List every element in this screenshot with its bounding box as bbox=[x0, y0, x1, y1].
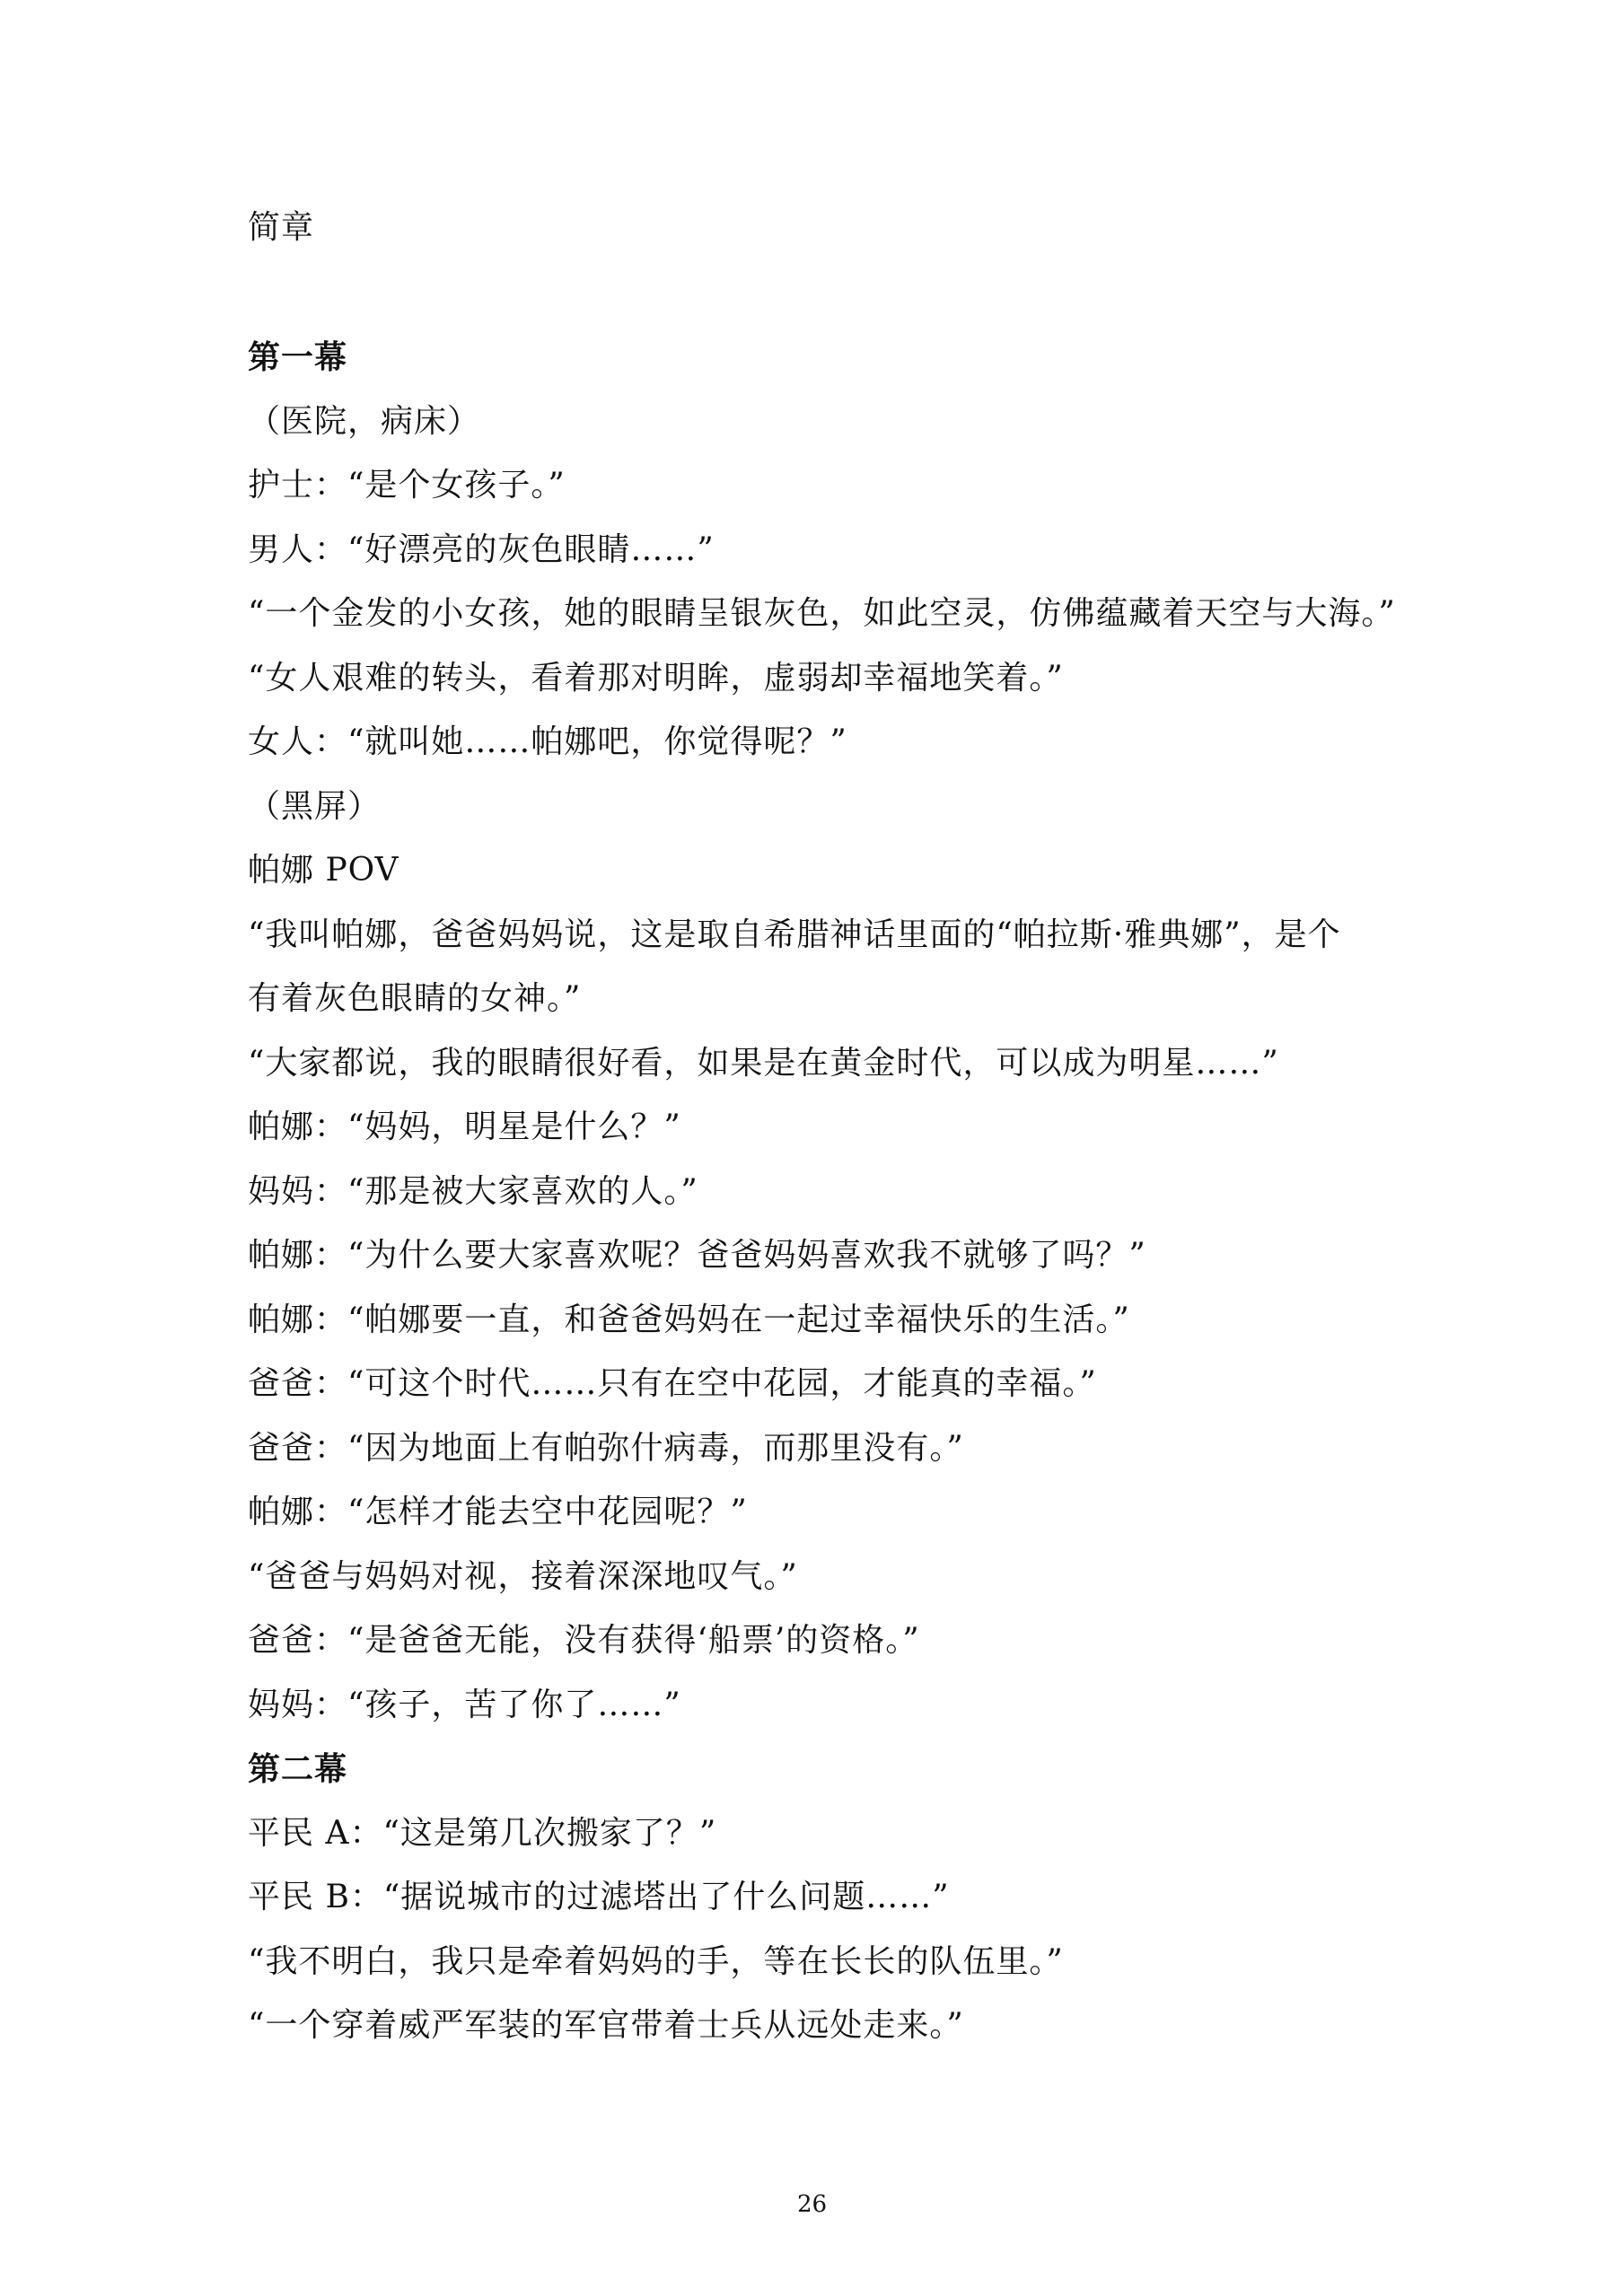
script-line: 平民 A：“这是第几次搬家了？” bbox=[248, 1815, 717, 1852]
script-line: “女人艰难的转头，看着那对明眸，虚弱却幸福地笑着。” bbox=[248, 660, 1064, 697]
document-label: 简章 bbox=[248, 209, 315, 246]
script-line: “一个金发的小女孩，她的眼睛呈银灰色，如此空灵，仿佛蕴藏着天空与大海。” bbox=[248, 595, 1396, 632]
script-line: “爸爸与妈妈对视，接着深深地叹气。” bbox=[248, 1558, 798, 1595]
script-line: 妈妈：“孩子，苦了你了……” bbox=[248, 1687, 681, 1723]
script-line: 帕娜：“为什么要大家喜欢呢？爸爸妈妈喜欢我不就够了吗？” bbox=[248, 1237, 1146, 1274]
script-line: 男人：“好漂亮的灰色眼睛……” bbox=[248, 531, 715, 568]
script-line: 帕娜：“怎样才能去空中花园呢？” bbox=[248, 1494, 748, 1530]
script-line: 有着灰色眼睛的女神。” bbox=[248, 980, 582, 1017]
act-one-heading: 第一幕 bbox=[248, 338, 348, 376]
script-line: “大家都说，我的眼睛很好看，如果是在黄金时代，可以成为明星……” bbox=[248, 1045, 1279, 1082]
script-line: （医院，病床） bbox=[248, 403, 481, 440]
script-line: 爸爸：“因为地面上有帕弥什病毒，而那里没有。” bbox=[248, 1430, 964, 1467]
script-line: 护士：“是个女孩子。” bbox=[248, 467, 566, 504]
act-two-heading: 第二幕 bbox=[248, 1750, 348, 1788]
script-line: “一个穿着威严军装的军官带着士兵从远处走来。” bbox=[248, 2007, 964, 2044]
script-line: 帕娜：“妈妈，明星是什么？” bbox=[248, 1109, 681, 1145]
script-line: 爸爸：“是爸爸无能，没有获得‘船票’的资格。” bbox=[248, 1622, 920, 1659]
script-line: 帕娜 POV bbox=[248, 852, 399, 889]
script-line: “我不明白，我只是牵着妈妈的手，等在长长的队伍里。” bbox=[248, 1943, 1064, 1980]
script-line: 帕娜：“帕娜要一直，和爸爸妈妈在一起过幸福快乐的生活。” bbox=[248, 1301, 1130, 1338]
page-number: 26 bbox=[796, 2191, 828, 2218]
script-line: 平民 B：“据说城市的过滤塔出了什么问题……” bbox=[248, 1879, 950, 1915]
script-line: 妈妈：“那是被大家喜欢的人。” bbox=[248, 1173, 698, 1210]
script-line: 女人：“就叫她……帕娜吧，你觉得呢？” bbox=[248, 723, 847, 760]
script-line: 爸爸：“可这个时代……只有在空中花园，才能真的幸福。” bbox=[248, 1365, 1097, 1402]
script-line: （黑屏） bbox=[248, 788, 382, 825]
script-line: “我叫帕娜，爸爸妈妈说，这是取自希腊神话里面的“帕拉斯·雅典娜”，是个 bbox=[248, 916, 1341, 953]
